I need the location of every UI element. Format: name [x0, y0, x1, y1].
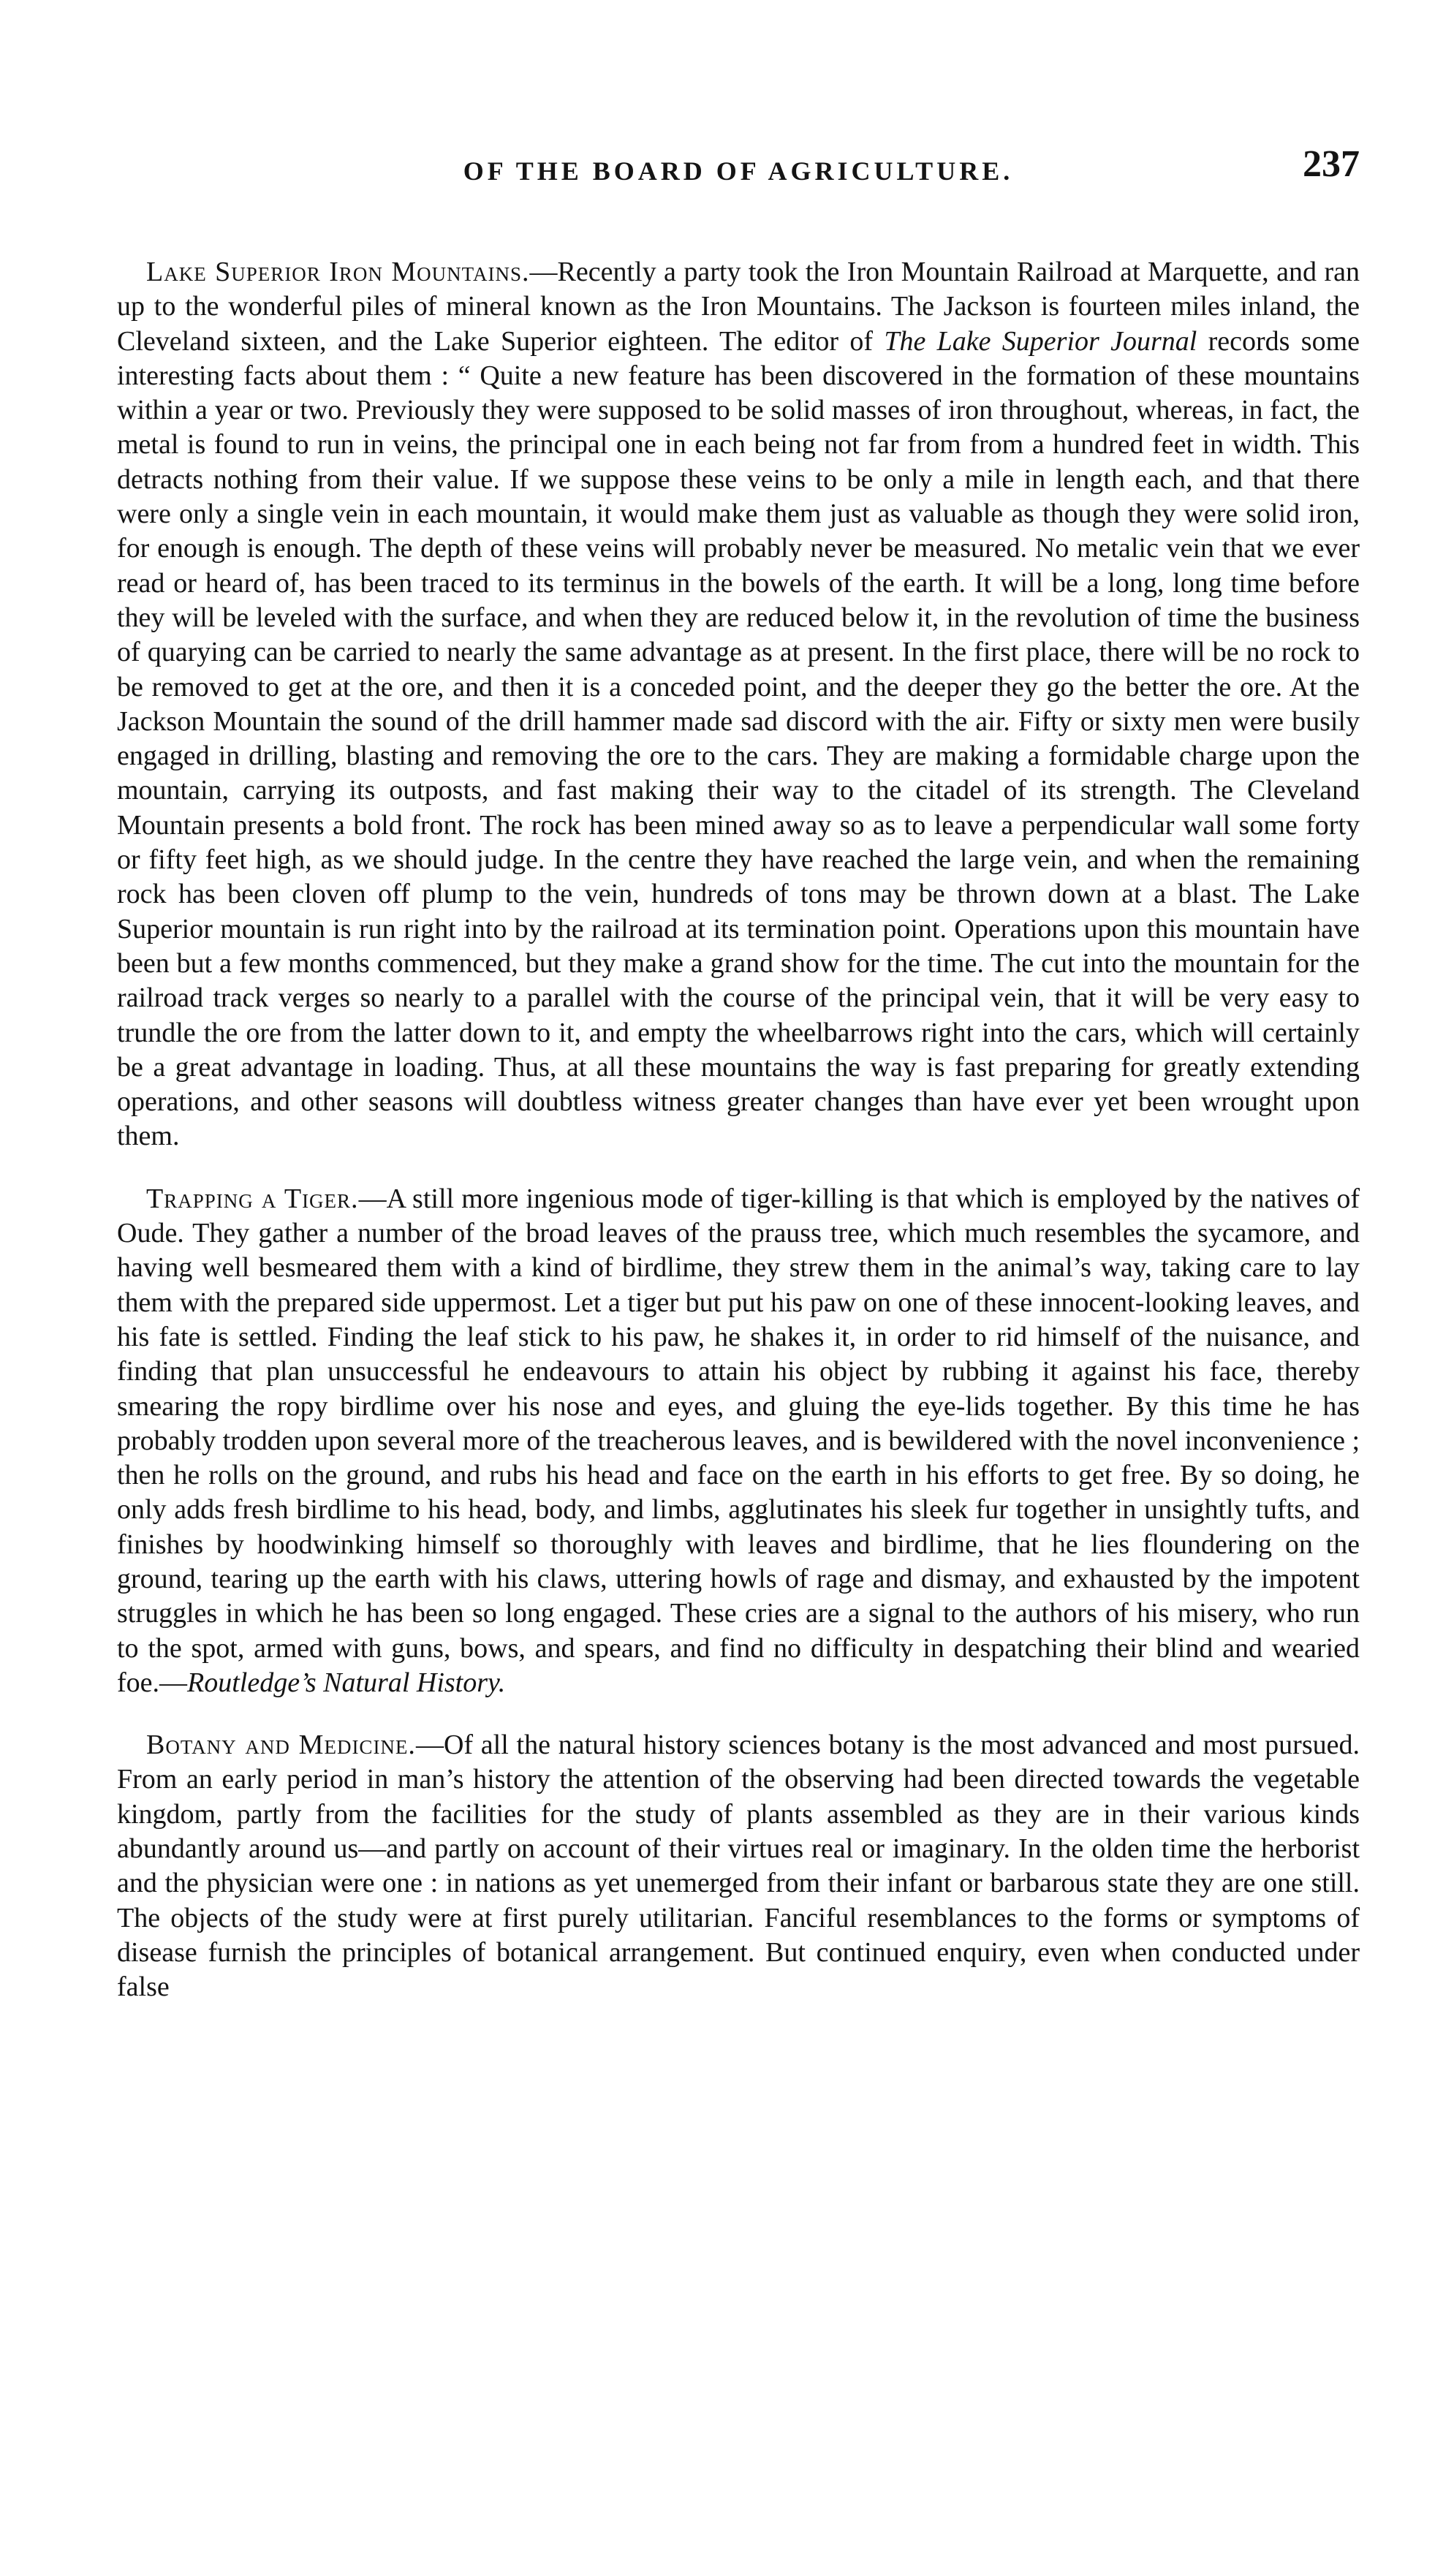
article-heading: Botany and Medicine. [146, 1730, 416, 1761]
article-body-continued: records some interesting facts about them : “ Quite a new feature has been discovered in the formation of these mountains within a year or two. Previously they were supposed to be solid masses of iron throughout, whereas, in fact, the metal is found to run in veins, the principal one in each being not far from from a hundred feet in width. This detracts nothing from their value. If we suppose these veins to be only a mile in length each, and that there were only a single vein in each mountain, it would make them just as valuable as though they were solid iron, for enough is enough. The depth of these veins will probably never be measured. No metalic vein that we ever read or heard of, has been traced to its terminus in the bowels of the earth. It will be a long, long time before they will be leveled with the surface, and when they are reduced below it, in the revolution of time the business of quarying can be carried to nearly the same advantage as at present. In the first place, there will be no rock to be removed to get at the ore, and then it is a conceded point, and the deeper they go the better the ore. At the Jackson Mountain the sound of the drill hammer made sad discord with the air. Fifty or sixty men were busily engaged in drilling, blasting and removing the ore to the cars. They are making a formidable charge upon the mountain, carrying its outposts, and fast making their way to the citadel of its strength. The Cleveland Mountain presents a bold front. The rock has been mined away so as to leave a perpendicular wall some forty or fifty feet high, as we should judge. In the centre they have reached the large vein, and when the remaining rock has been cloven off plump to the vein, hundreds of tons may be thrown down at a blast. The Lake Superior mountain is run right into by the railroad at its termination point. Operations upon this mountain have been but a few months commenced, but they make a grand show for the time. The cut into the mountain for the railroad track verges so nearly to a parallel with the course of the principal vein, that it will be very easy to trundle the ore from the latter down to it, and empty the wheelbarrows right into the cars, which will certainly be a great advantage in loading. Thus, at all these mountains the way is fast preparing for greatly extending operations, and other seasons will doubtless witness greater changes than have ever yet been wrought upon them. [117, 325, 1360, 1152]
article-lake-superior-iron-mountains [117, 255, 1360, 1154]
running-title: OF THE BOARD OF AGRICULTURE. [463, 156, 1014, 186]
source-citation: Routledge’s Natural History. [187, 1667, 506, 1698]
page-number: 237 [1303, 143, 1360, 185]
article-heading: Lake Superior Iron Mountains. [146, 257, 530, 287]
article-body: —A still more ingenious mode of tiger-killing is that which is employed by the natives of Oude. They gather a number of the broad leaves of the prauss tree, which much resembles the sycamore, and having well besmeared them with a kind of birdlime, they strew them in the animal’s way, taking care to lay them with the prepared side uppermost. Let a tiger but put his paw on one of these innocent-looking leaves, and his fate is settled. Finding the leaf stick to his paw, he shakes it, in order to rid himself of the nuisance, and finding that plan unsuccessful he endeavours to attain his object by rubbing it against his face, thereby smearing the ropy birdlime over his nose and eyes, and gluing the eye-lids together. By this time he has probably trodden upon several more of the treacherous leaves, and is bewildered with the novel inconvenience ; then he rolls on the ground, and rubs his head and face on the earth in his efforts to get free. By so doing, he only adds fresh birdlime to his head, body, and limbs, agglutinates his sleek fur together in unsightly tufts, and finishes by hoodwinking himself so thoroughly with leaves and birdlime, that he lies floundering on the ground, tearing up the earth with his claws, uttering howls of rage and dismay, and exhausted by the impotent struggles in which he has been so long engaged. These cries are a signal to the authors of his misery, who run to the spot, armed with guns, bows, and spears, and find no difficulty in despatching their blind and wearied foe.— [117, 1183, 1360, 1698]
journal-title: The Lake Superior Journal [884, 325, 1197, 357]
article-trapping-a-tiger [117, 1182, 1360, 1700]
head-spacing [117, 208, 1360, 255]
article-body: —Of all the natural history sciences botany is the most advanced and most pursued. From an early period in man’s history the attention of the observing had been directed towards the vegetable kingdom, partly from the facilities for the study of plants assembled as they are in their various kinds abundantly around us—and partly on account of their virtues real or imaginary. In the olden time the herborist and the physician were one : in nations as yet unemerged from their infant or barbarous state they are one still. The objects of the study were at first purely utilitarian. Fanciful resemblances to the forms or symptoms of disease furnish the principles of botanical arrangement. But continued enquiry, even when conducted under false [117, 1730, 1360, 2003]
article-heading: Trapping a Tiger. [146, 1183, 359, 1214]
article-body: —Recently a party took the Iron Mountain Railroad at Marquette, and ran up to the wonderful piles of mineral known as the Iron Mountains. The Jackson is fourteen miles inland, the Cleveland sixteen, and the Lake Superior eighteen. The editor of [117, 257, 1360, 357]
running-head [117, 143, 1360, 208]
article-botany-and-medicine [117, 1728, 1360, 2004]
book-page [117, 143, 1360, 2005]
